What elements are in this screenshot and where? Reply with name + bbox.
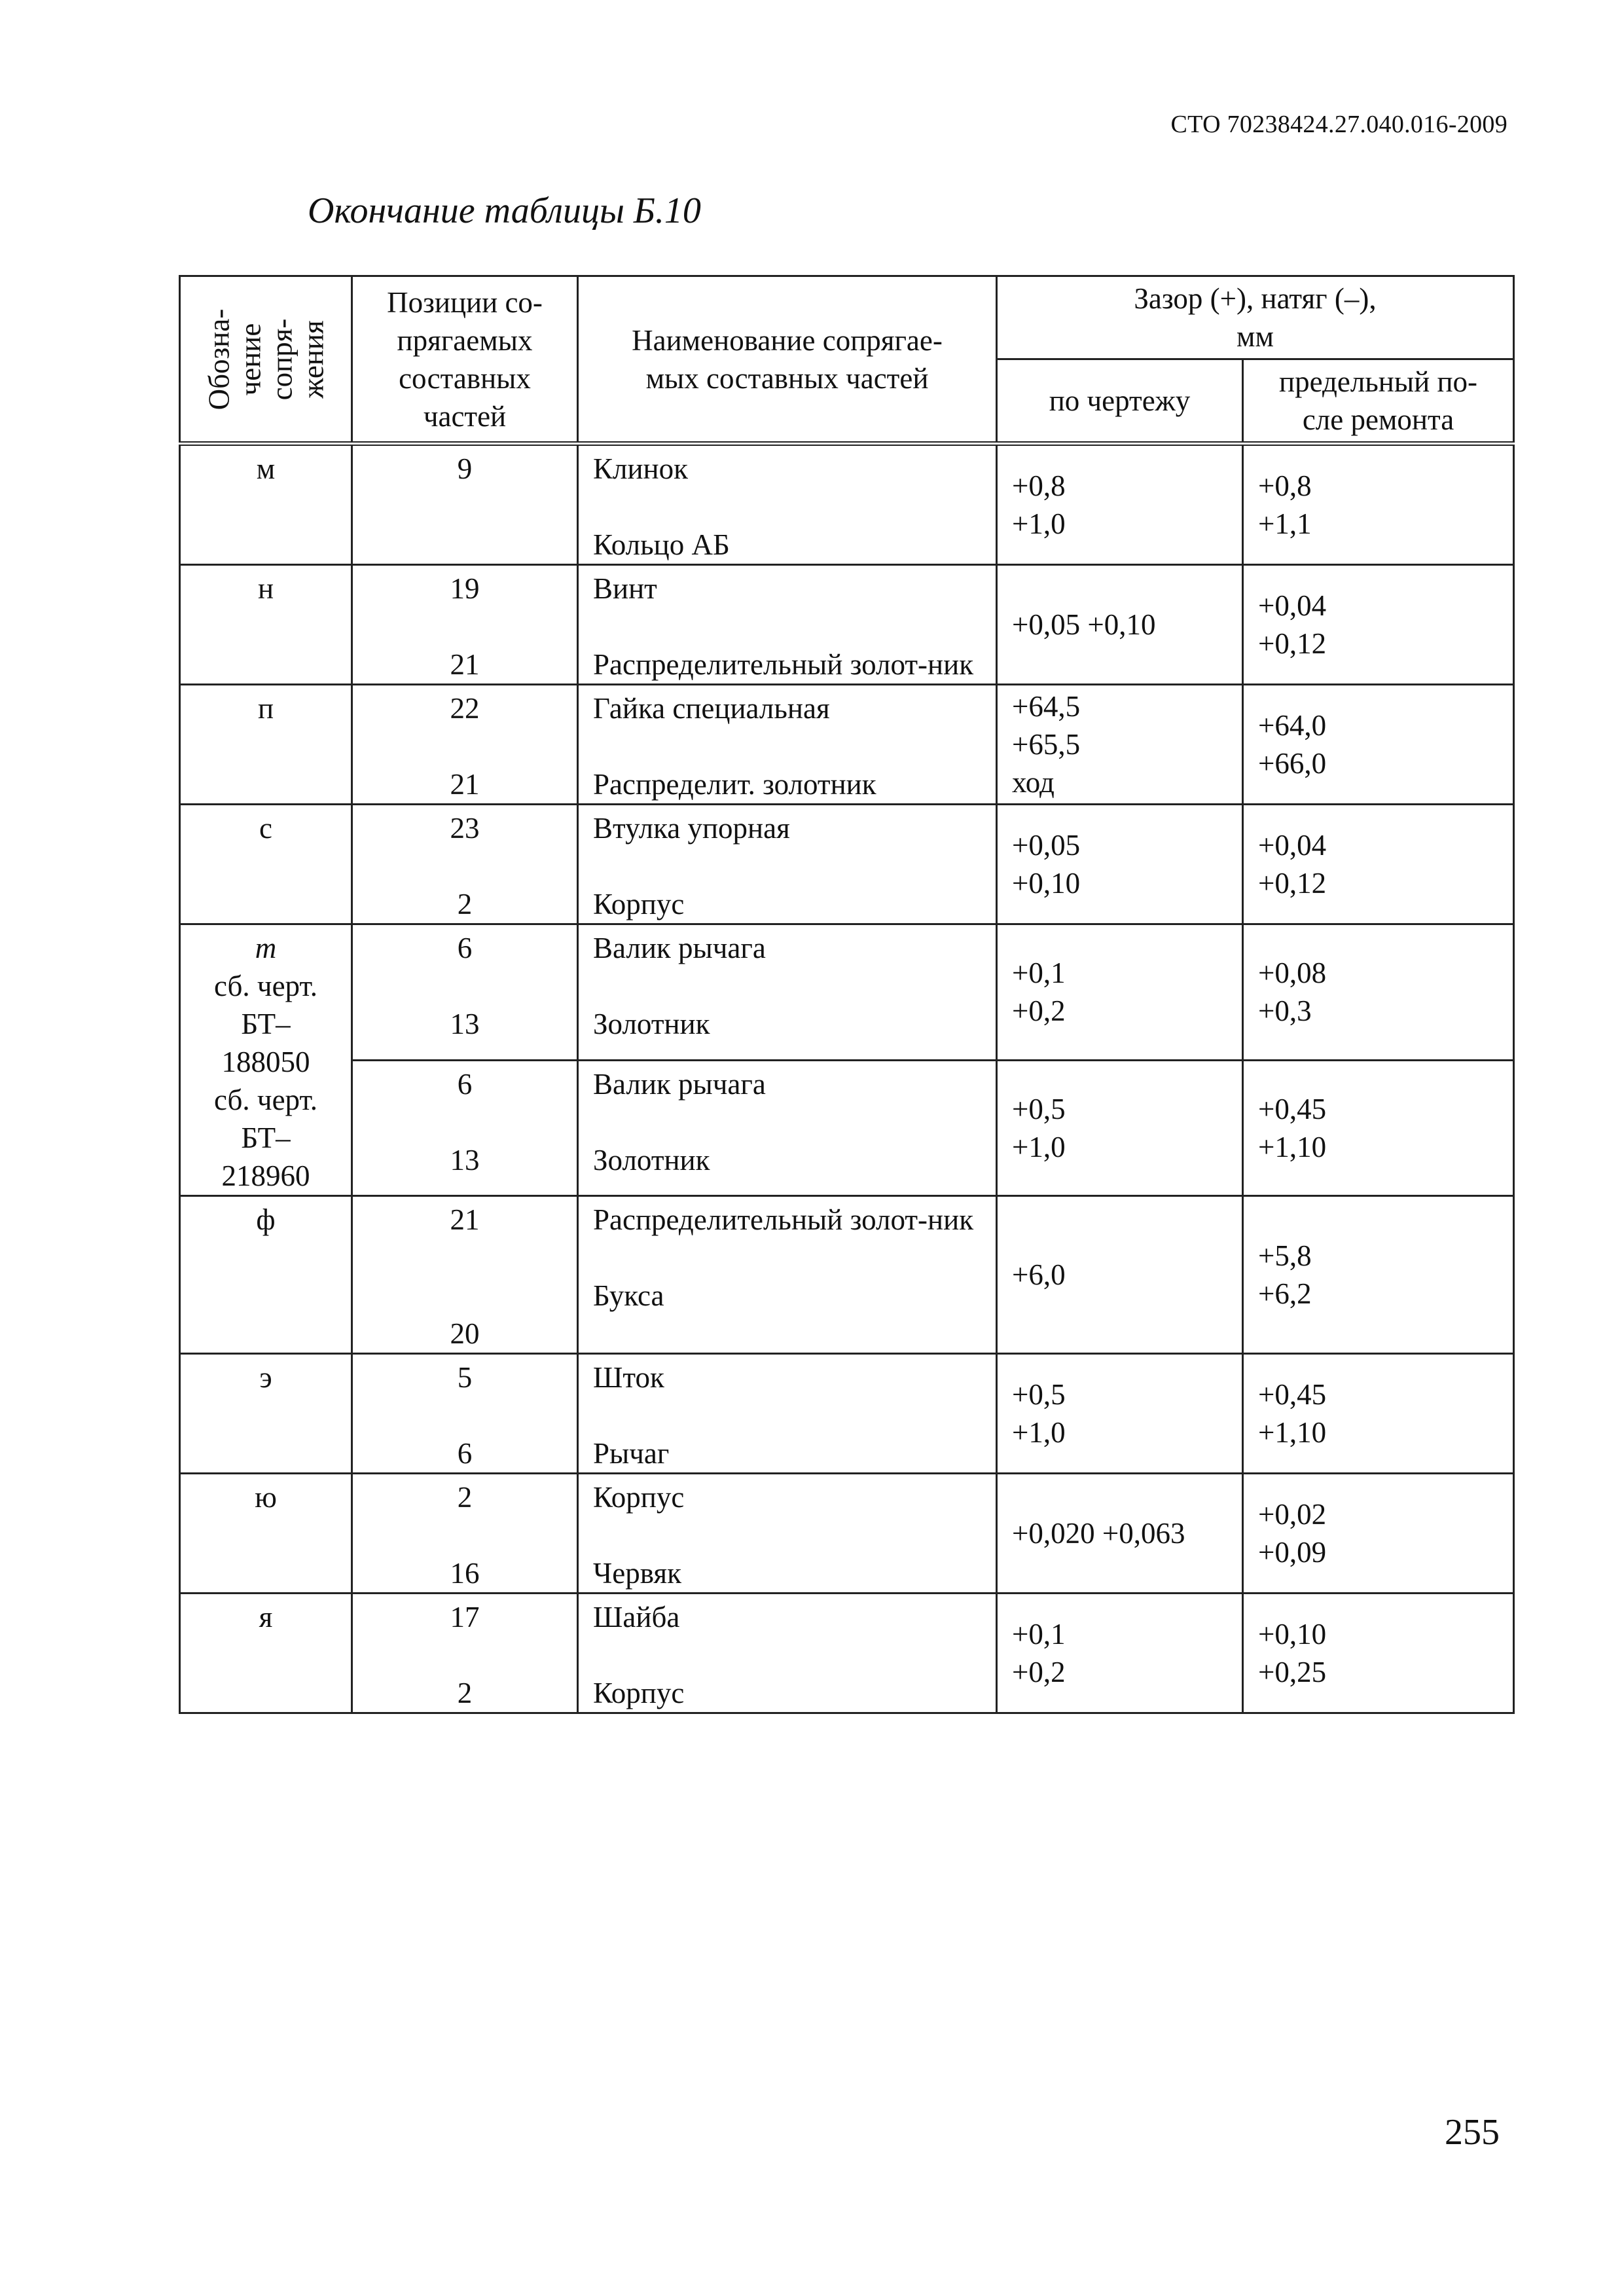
- part-names-cell: [578, 1196, 997, 1354]
- header-part-name: Наименование сопрягае- мых составных частей: [578, 276, 997, 444]
- part-name: [593, 847, 990, 885]
- table-row: [180, 565, 1514, 685]
- gap-limit-cell: +0,04 +0,12: [1243, 565, 1514, 685]
- part-name: [593, 727, 990, 765]
- gap-by-drawing-cell: +0,5 +1,0: [997, 1354, 1243, 1474]
- positions-cell: 19 21: [352, 565, 578, 685]
- part-names-cell: [578, 565, 997, 685]
- gap-by-drawing-cell: +0,020 +0,063: [997, 1474, 1243, 1594]
- header-by-drawing: по чертежу: [997, 359, 1243, 444]
- gap-by-drawing-cell: +0,8 +1,0: [997, 444, 1243, 565]
- part-name: Клинок: [593, 452, 688, 485]
- part-name: [593, 1396, 990, 1434]
- part-name: Букса: [593, 1279, 664, 1312]
- positions-cell: 5 6: [352, 1354, 578, 1474]
- part-name: [593, 967, 990, 1005]
- designation-cell: м: [180, 444, 352, 565]
- document-code: СТО 70238424.27.040.016-2009: [1170, 111, 1507, 138]
- gap-limit-cell: +0,10 +0,25: [1243, 1594, 1514, 1713]
- part-name: Валик рычага: [593, 1067, 766, 1101]
- part-name: [593, 1636, 990, 1674]
- table-row: [180, 924, 1514, 1061]
- part-name: Шайба: [593, 1601, 680, 1633]
- positions-cell: 6 13: [352, 1060, 578, 1196]
- header-designation-text: Обозна- чение сопря- жения: [202, 308, 329, 410]
- designation-cell: [180, 924, 352, 1196]
- part-name: [593, 488, 990, 526]
- gap-by-drawing-cell: +6,0: [997, 1196, 1243, 1354]
- part-name: [593, 1103, 990, 1141]
- part-names-cell: [578, 1354, 997, 1474]
- header-limit-after-repair: предельный по- сле ремонта: [1243, 359, 1514, 444]
- page-number: 255: [1445, 2112, 1500, 2153]
- designation-cell: я: [180, 1594, 352, 1713]
- gap-by-drawing-cell: +64,5 +65,5 ход: [997, 685, 1243, 805]
- part-name: Распределительный золот-ник: [593, 648, 974, 681]
- part-name: Гайка специальная: [593, 692, 830, 725]
- table-row: [180, 444, 1514, 565]
- gap-limit-cell: +64,0 +66,0: [1243, 685, 1514, 805]
- gap-by-drawing-cell: +0,05 +0,10: [997, 805, 1243, 924]
- table-row: [180, 1474, 1514, 1594]
- designation-cell: н: [180, 565, 352, 685]
- part-name: [593, 1516, 990, 1554]
- part-names-cell: [578, 1594, 997, 1713]
- positions-cell: 21 20: [352, 1196, 578, 1354]
- gap-limit-cell: +5,8 +6,2: [1243, 1196, 1514, 1354]
- gap-limit-cell: +0,08 +0,3: [1243, 924, 1514, 1061]
- part-name: Валик рычага: [593, 932, 766, 964]
- positions-cell: 9: [352, 444, 578, 565]
- designation-cell: ф: [180, 1196, 352, 1354]
- table-row: [180, 805, 1514, 924]
- designation-cell: с: [180, 805, 352, 924]
- part-name: Втулка упорная: [593, 812, 790, 845]
- designation-cell: п: [180, 685, 352, 805]
- positions-cell: 17 2: [352, 1594, 578, 1713]
- part-name: Распределительный золот-ник: [593, 1203, 974, 1236]
- assembly-drawing-refs: сб. черт. БТ– 188050 сб. черт. БТ– 218960: [214, 970, 317, 1192]
- header-positions: Позиции со- прягаемых составных частей: [352, 276, 578, 444]
- part-names-cell: [578, 924, 997, 1061]
- gap-by-drawing-cell: +0,1 +0,2: [997, 924, 1243, 1061]
- gap-by-drawing-cell: +0,5 +1,0: [997, 1060, 1243, 1196]
- designation-cell: ю: [180, 1474, 352, 1594]
- gap-limit-cell: +0,02 +0,09: [1243, 1474, 1514, 1594]
- part-names-cell: [578, 805, 997, 924]
- gap-by-drawing-cell: +0,05 +0,10: [997, 565, 1243, 685]
- fit-clearance-table: [179, 275, 1515, 1714]
- gap-limit-cell: +0,04 +0,12: [1243, 805, 1514, 924]
- part-names-cell: [578, 444, 997, 565]
- part-name: [593, 608, 990, 646]
- part-name: Шток: [593, 1361, 664, 1394]
- part-names-cell: [578, 1060, 997, 1196]
- table-title: Окончание таблицы Б.10: [308, 191, 701, 231]
- part-name: Корпус: [593, 1677, 685, 1709]
- designation-cell: э: [180, 1354, 352, 1474]
- designation-letter: т: [255, 932, 277, 964]
- part-name: Золотник: [593, 1008, 710, 1040]
- table-row: [180, 1060, 1514, 1196]
- table-row: [180, 1354, 1514, 1474]
- table-body: [180, 444, 1514, 1713]
- table-row: [180, 1196, 1514, 1354]
- positions-cell: 6 13: [352, 924, 578, 1061]
- table-row: [180, 1594, 1514, 1713]
- part-name: Распределит. золотник: [593, 768, 876, 801]
- gap-limit-cell: +0,45 +1,10: [1243, 1060, 1514, 1196]
- positions-cell: 23 2: [352, 805, 578, 924]
- part-name: Винт: [593, 572, 657, 605]
- table-row: [180, 685, 1514, 805]
- part-name: Корпус: [593, 888, 685, 920]
- gap-limit-cell: +0,8 +1,1: [1243, 444, 1514, 565]
- header-designation: [180, 276, 352, 444]
- part-name: Кольцо АБ: [593, 528, 730, 561]
- part-name: Золотник: [593, 1143, 710, 1176]
- part-names-cell: [578, 1474, 997, 1594]
- gap-limit-cell: +0,45 +1,10: [1243, 1354, 1514, 1474]
- positions-cell: 2 16: [352, 1474, 578, 1594]
- part-name: Корпус: [593, 1481, 685, 1514]
- part-names-cell: [578, 685, 997, 805]
- part-name: Червяк: [593, 1557, 681, 1590]
- part-name: [593, 1239, 990, 1277]
- gap-by-drawing-cell: +0,1 +0,2: [997, 1594, 1243, 1713]
- positions-cell: 22 21: [352, 685, 578, 805]
- part-name: Рычаг: [593, 1437, 670, 1470]
- header-gap-interference: Зазор (+), натяг (–), мм: [997, 276, 1514, 359]
